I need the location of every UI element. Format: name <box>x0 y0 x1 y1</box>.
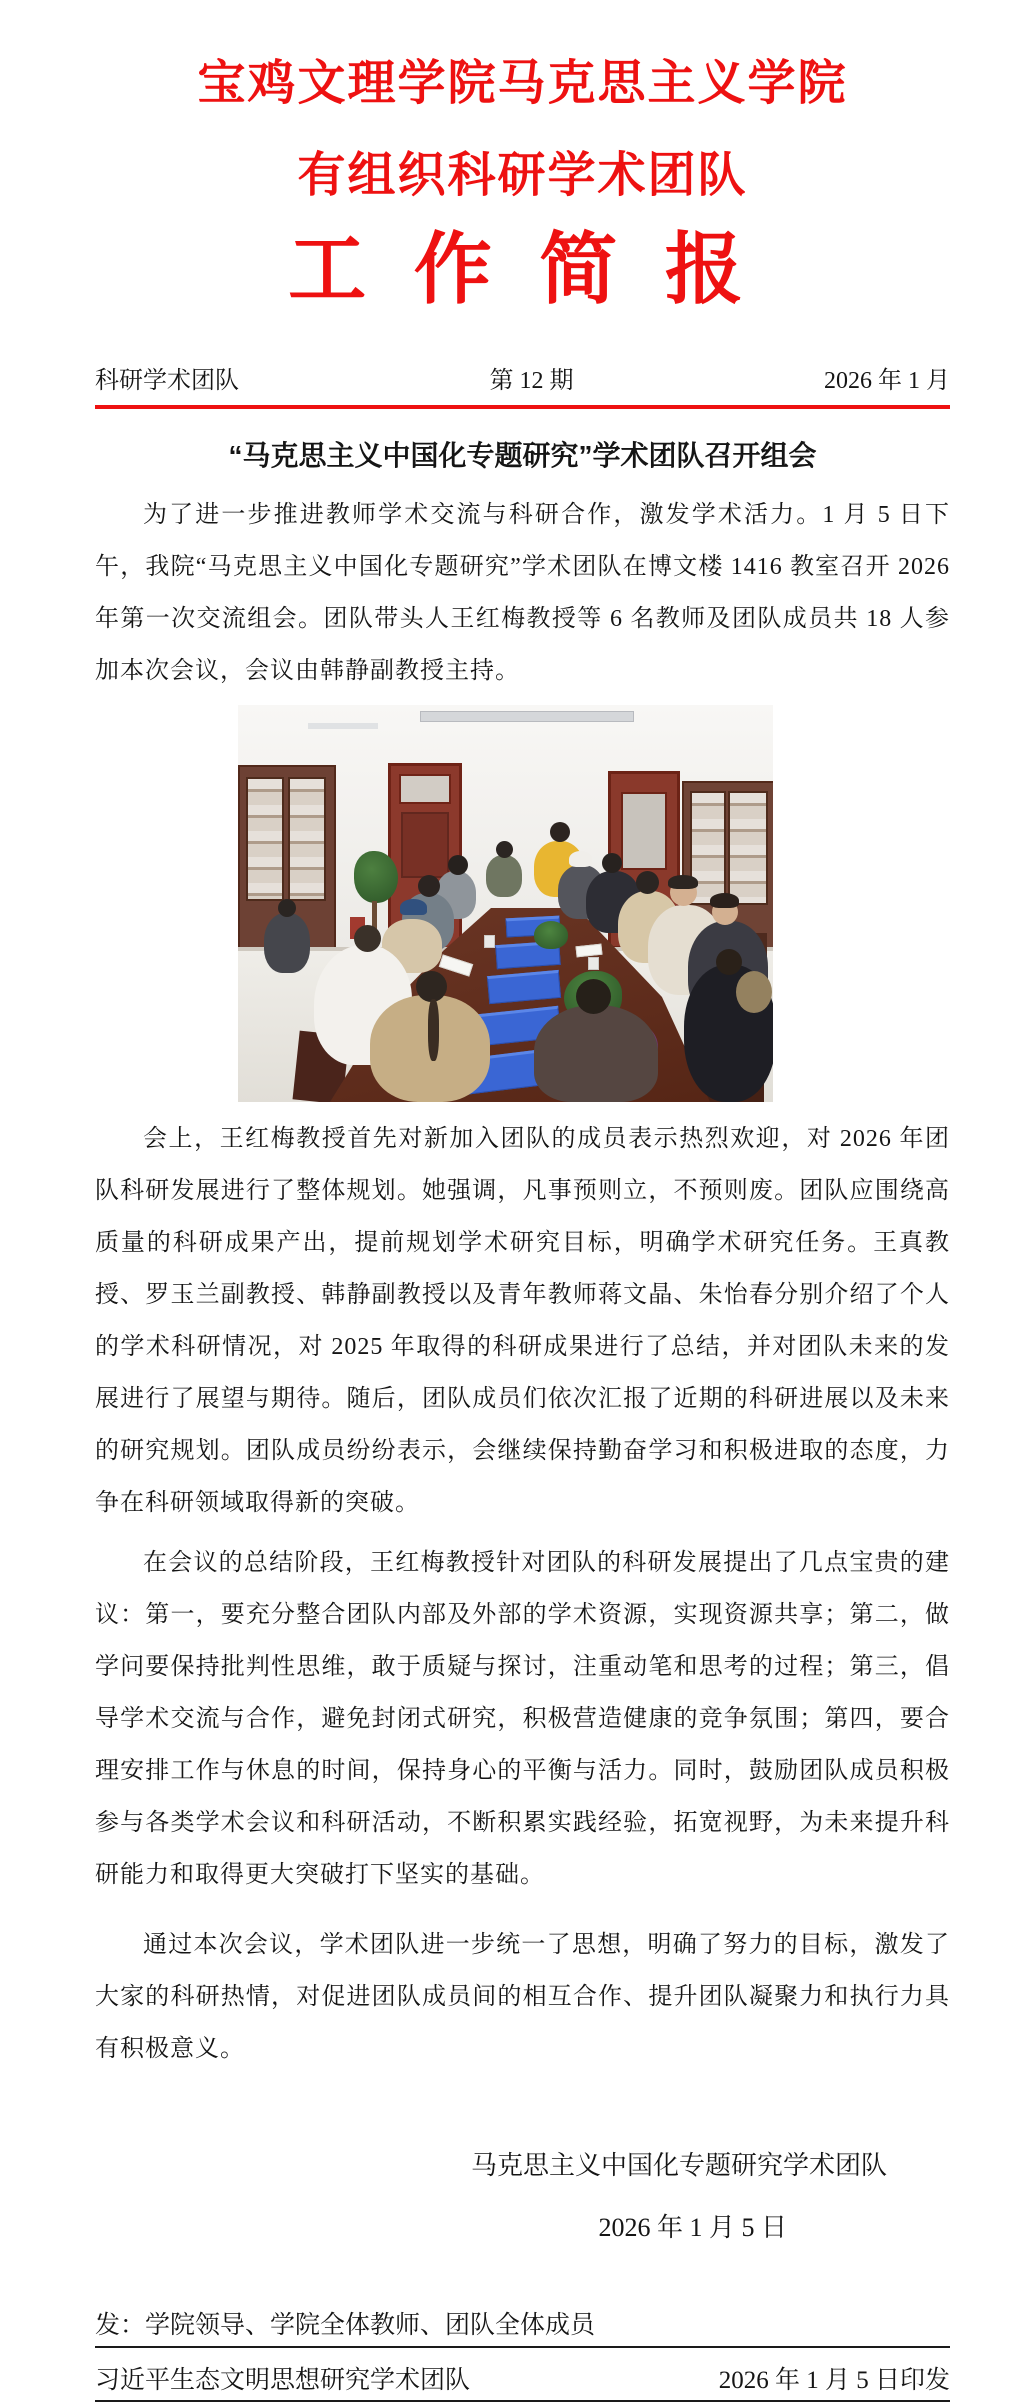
photo-table-plant <box>534 921 568 949</box>
article-paragraph-1: 为了进一步推进教师学术交流与科研合作，激发学术活力。1 月 5 日下午，我院“马克思主义中国化专题研究”学术团队在博文楼 1416 教室召开 2026 年第一次交流组会。团队带头人王红梅教授等 6 名教师及团队成员共 18 人参加本次会议，会议由韩静副教授主持。 <box>95 502 950 684</box>
photo-cup <box>588 957 599 970</box>
photo-person-braid <box>428 999 439 1061</box>
issue-team-name: 科研学术团队 <box>95 368 239 394</box>
photo-person-head <box>576 979 611 1014</box>
photo-person-head <box>550 822 570 842</box>
article-paragraph-2: 会上，王红梅教授首先对新加入团队的成员表示热烈欢迎，对 2026 年团队科研发展进行了整体规划。她强调，凡事预则立，不预则废。团队应围绕高质量的科研成果产出，提前规划学术研究目标，明确学术研究任务。王真教授、罗玉兰副教授、韩静副教授以及青年教师蒋文晶、朱怡春分别介绍了个人的学术科研情况，对 2025 年取得的科研成果进行了总结，并对团队未来的发展进行了展望与期待。随后，团队成员们依次汇报了近期的科研进展以及未来的研究规划。团队成员纷纷表示，会继续保持勤奋学习和积极进取的态度，力争在科研领域取得新的突破。 <box>95 1126 950 1516</box>
bulletin-title: 工 作 简 报 <box>288 226 757 313</box>
article-paragraph-4: 通过本次会议，学术团队进一步统一了思想，明确了努力的目标，激发了大家的科研热情，对促进团队成员间的相互合作、提升团队凝聚力和执行力具有积极意义。 <box>95 1932 950 2062</box>
issue-number: 第 12 期 <box>489 368 574 394</box>
photo-person-head <box>448 855 468 875</box>
footer-distribution: 发：学院领导、学院全体教师、团队全体成员 <box>95 2306 950 2348</box>
footer-print-date: 2026 年 1 月 5 日印发 <box>718 2367 950 2394</box>
photo-person-head <box>602 853 622 873</box>
footer-issuer-team: 习近平生态文明思想研究学术团队 <box>95 2367 471 2394</box>
photo-person-beanie <box>569 851 592 867</box>
article-paragraph-3: 在会议的总结阶段，王红梅教授针对团队的科研发展提出了几点宝贵的建议：第一，要充分整合团队内部及外部的学术资源，实现资源共享；第二，做学问要保持批判性思维，敢于质疑与探讨，注重动笔和思考的过程；第三，倡导学术交流与合作，避免封闭式研究，积极营造健康的竞争氛围；第四，要合理安排工作与休息的时间，保持身心的平衡与活力。同时，鼓励团队成员积极参与各类学术会议和科研活动，不断积累实践经验，拓宽视野，为未来提升科研能力和取得更大突破打下坚实的基础。 <box>95 1550 950 1888</box>
photo-person-hair <box>668 875 698 889</box>
page-content <box>95 0 950 2249</box>
photo-person-head <box>496 841 513 858</box>
issue-date: 2026 年 1 月 <box>824 368 950 394</box>
article <box>95 434 950 2075</box>
photo-person-head <box>416 971 447 1002</box>
photo-person-head <box>278 899 296 917</box>
photo-person-cap <box>400 899 427 915</box>
photo-person-hair <box>710 893 739 908</box>
photo-cup <box>484 935 495 948</box>
signature-date: 2026 年 1 月 5 日 <box>598 2213 787 2242</box>
footer-imprint-row <box>95 2362 950 2402</box>
signature-team: 马克思主义中国化专题研究学术团队 <box>470 2151 887 2180</box>
photo-fur-hood <box>736 971 772 1013</box>
photo-ceiling-light <box>420 711 634 722</box>
meeting-photo-figure <box>238 705 950 1102</box>
masthead-org-line1: 宝鸡文理学院马克思主义学院 <box>197 57 848 110</box>
photo-person <box>486 855 522 897</box>
photo-person <box>264 913 310 973</box>
photo-person-head <box>354 925 381 952</box>
photo-left-cabinet-glass <box>246 777 284 901</box>
footer <box>95 2306 950 2402</box>
meeting-room-photo <box>238 705 773 1102</box>
photo-left-cabinet-glass <box>288 777 326 901</box>
photo-door-panel <box>401 812 449 878</box>
photo-person-head <box>636 871 659 894</box>
masthead-org-line2: 有组织科研学术团队 <box>297 149 748 202</box>
photo-right-door-glass <box>621 792 667 870</box>
photo-person-head <box>418 875 440 897</box>
issue-info-row <box>95 366 950 409</box>
photo-right-cabinet-glass <box>728 791 768 905</box>
photo-floor-plant <box>354 851 398 903</box>
photo-person-brown-coat <box>534 1005 658 1102</box>
photo-person-head <box>716 949 742 975</box>
article-headline: “马克思主义中国化专题研究”学术团队召开组会 <box>228 440 817 471</box>
photo-door-transom <box>399 774 451 804</box>
photo-ceiling-light-2 <box>308 723 378 729</box>
